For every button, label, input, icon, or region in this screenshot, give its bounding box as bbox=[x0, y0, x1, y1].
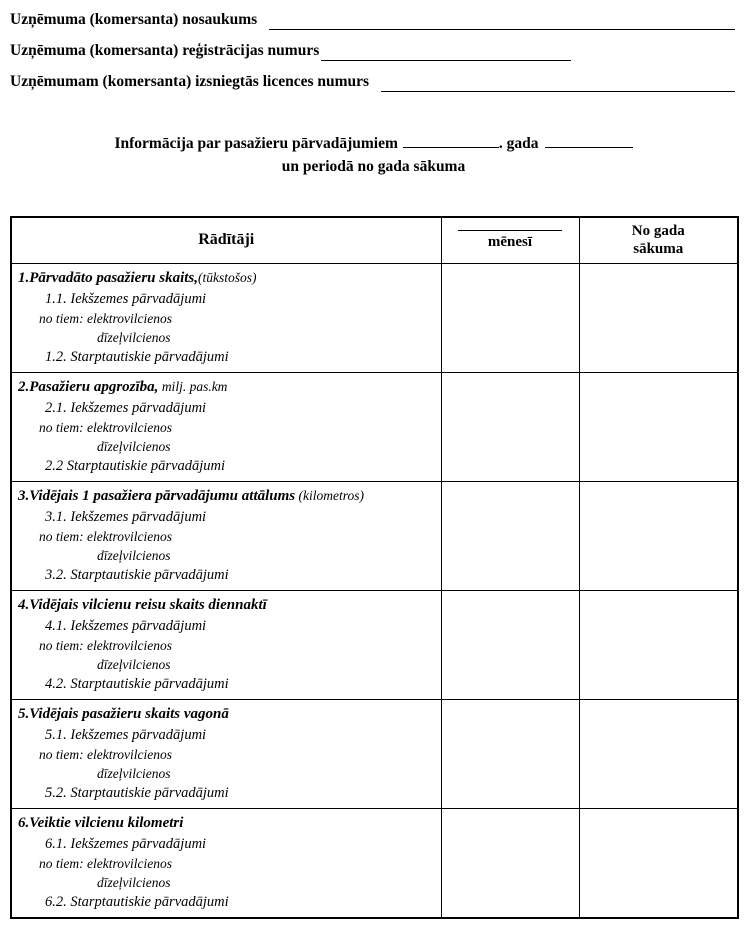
section-diesel-trains-item: dīzeļvilcienos bbox=[97, 656, 171, 672]
section-title-text: 6.Veiktie vilcienu kilometri bbox=[18, 814, 184, 831]
section-title bbox=[18, 594, 437, 616]
year-start-value-cell bbox=[579, 808, 738, 918]
month-blank bbox=[545, 133, 633, 148]
form-table bbox=[10, 216, 739, 919]
section-row bbox=[11, 590, 738, 699]
section-title-suffix: milj. pas.km bbox=[158, 378, 228, 394]
section-row bbox=[11, 808, 738, 918]
indicator-cell bbox=[11, 372, 441, 481]
section-row bbox=[11, 699, 738, 808]
month-value-cell bbox=[441, 808, 579, 918]
section-electric-trains-item: no tiem: elektrovilcienos bbox=[39, 637, 172, 653]
registration-number-blank bbox=[321, 45, 571, 61]
section-title-text: 3.Vidējais 1 pasažiera pārvadājumu attālums bbox=[18, 487, 296, 504]
section-domestic-item: 2.1. Iekšzemes pārvadājumi bbox=[45, 399, 207, 416]
section-electric-trains-item: no tiem: elektrovilcienos bbox=[39, 746, 172, 762]
indicator-cell bbox=[11, 481, 441, 590]
registration-number-label: Uzņēmuma (komersanta) reģistrācijas numurs bbox=[10, 42, 320, 59]
year-start-header-label: No gada sākuma bbox=[631, 223, 685, 258]
year-start-value-cell bbox=[579, 699, 738, 808]
month-value-cell bbox=[441, 372, 579, 481]
indicators-column-header: Rādītāji bbox=[11, 217, 441, 263]
month-header-blank-line bbox=[458, 230, 562, 231]
section-international-item: 2.2 Starptautiskie pārvadājumi bbox=[45, 457, 226, 474]
section-international-item: 4.2. Starptautiskie pārvadājumi bbox=[45, 675, 229, 692]
month-value-cell bbox=[441, 699, 579, 808]
section-title bbox=[18, 376, 437, 398]
section-domestic-item: 3.1. Iekšzemes pārvadājumi bbox=[45, 508, 207, 525]
form-title-line1-mid: . gada bbox=[498, 135, 539, 152]
section-title bbox=[18, 812, 437, 834]
section-diesel-trains-item: dīzeļvilcienos bbox=[97, 874, 171, 890]
table-header bbox=[11, 217, 738, 263]
section-row bbox=[11, 372, 738, 481]
licence-number-field bbox=[10, 71, 737, 92]
section-title bbox=[18, 703, 437, 725]
header-fields bbox=[10, 9, 737, 92]
registration-number-field bbox=[10, 40, 737, 61]
section-domestic-item: 5.1. Iekšzemes pārvadājumi bbox=[45, 726, 207, 743]
month-value-cell bbox=[441, 590, 579, 699]
section-title bbox=[18, 267, 437, 289]
indicator-cell bbox=[11, 590, 441, 699]
year-blank bbox=[403, 133, 499, 148]
licence-number-blank bbox=[381, 76, 735, 92]
year-start-value-cell bbox=[579, 372, 738, 481]
section-international-item: 1.2. Starptautiskie pārvadājumi bbox=[45, 348, 229, 365]
section-title-text: 5.Vidējais pasažieru skaits vagonā bbox=[18, 705, 229, 722]
section-diesel-trains-item: dīzeļvilcienos bbox=[97, 765, 171, 781]
form-title-line1-start: Informācija par pasažieru pārvadājumiem bbox=[114, 135, 398, 152]
section-domestic-item: 6.1. Iekšzemes pārvadājumi bbox=[45, 835, 207, 852]
year-start-value-cell bbox=[579, 263, 738, 372]
year-start-value-cell bbox=[579, 590, 738, 699]
section-title bbox=[18, 485, 437, 507]
indicator-cell bbox=[11, 808, 441, 918]
section-domestic-item: 4.1. Iekšzemes pārvadājumi bbox=[45, 617, 207, 634]
section-electric-trains-item: no tiem: elektrovilcienos bbox=[39, 855, 172, 871]
licence-number-label: Uzņēmumam (komersanta) izsniegtās licences numurs bbox=[10, 73, 370, 90]
section-diesel-trains-item: dīzeļvilcienos bbox=[97, 329, 171, 345]
form-title-line2: un periodā no gada sākuma bbox=[281, 158, 466, 175]
company-name-blank bbox=[269, 14, 735, 30]
section-title-text: 2.Pasažieru apgrozība, bbox=[18, 378, 159, 395]
section-title-suffix: (kilometros) bbox=[295, 487, 364, 503]
table-header-row bbox=[11, 217, 738, 263]
section-title-text: 1.Pārvadāto pasažieru skaits, bbox=[18, 269, 199, 286]
section-domestic-item: 1.1. Iekšzemes pārvadājumi bbox=[45, 290, 207, 307]
indicator-cell bbox=[11, 263, 441, 372]
year-start-column-header bbox=[579, 217, 738, 263]
form-title bbox=[10, 132, 737, 178]
section-international-item: 6.2. Starptautiskie pārvadājumi bbox=[45, 893, 229, 910]
section-international-item: 3.2. Starptautiskie pārvadājumi bbox=[45, 566, 229, 583]
company-name-label: Uzņēmuma (komersanta) nosaukums bbox=[10, 11, 258, 28]
section-electric-trains-item: no tiem: elektrovilcienos bbox=[39, 528, 172, 544]
month-header-label: mēnesī bbox=[487, 233, 533, 250]
month-value-cell bbox=[441, 481, 579, 590]
section-diesel-trains-item: dīzeļvilcienos bbox=[97, 547, 171, 563]
section-row bbox=[11, 481, 738, 590]
section-title-text: 4.Vidējais vilcienu reisu skaits diennaktī bbox=[18, 596, 267, 613]
form-title-line1 bbox=[10, 132, 737, 155]
section-electric-trains-item: no tiem: elektrovilcienos bbox=[39, 419, 172, 435]
section-row bbox=[11, 263, 738, 372]
section-diesel-trains-item: dīzeļvilcienos bbox=[97, 438, 171, 454]
section-title-suffix: (tūkstošos) bbox=[198, 269, 257, 285]
indicator-cell bbox=[11, 699, 441, 808]
company-name-field bbox=[10, 9, 737, 30]
section-international-item: 5.2. Starptautiskie pārvadājumi bbox=[45, 784, 229, 801]
table-body bbox=[11, 263, 738, 918]
month-value-cell bbox=[441, 263, 579, 372]
year-start-value-cell bbox=[579, 481, 738, 590]
month-column-header bbox=[441, 217, 579, 263]
section-electric-trains-item: no tiem: elektrovilcienos bbox=[39, 310, 172, 326]
